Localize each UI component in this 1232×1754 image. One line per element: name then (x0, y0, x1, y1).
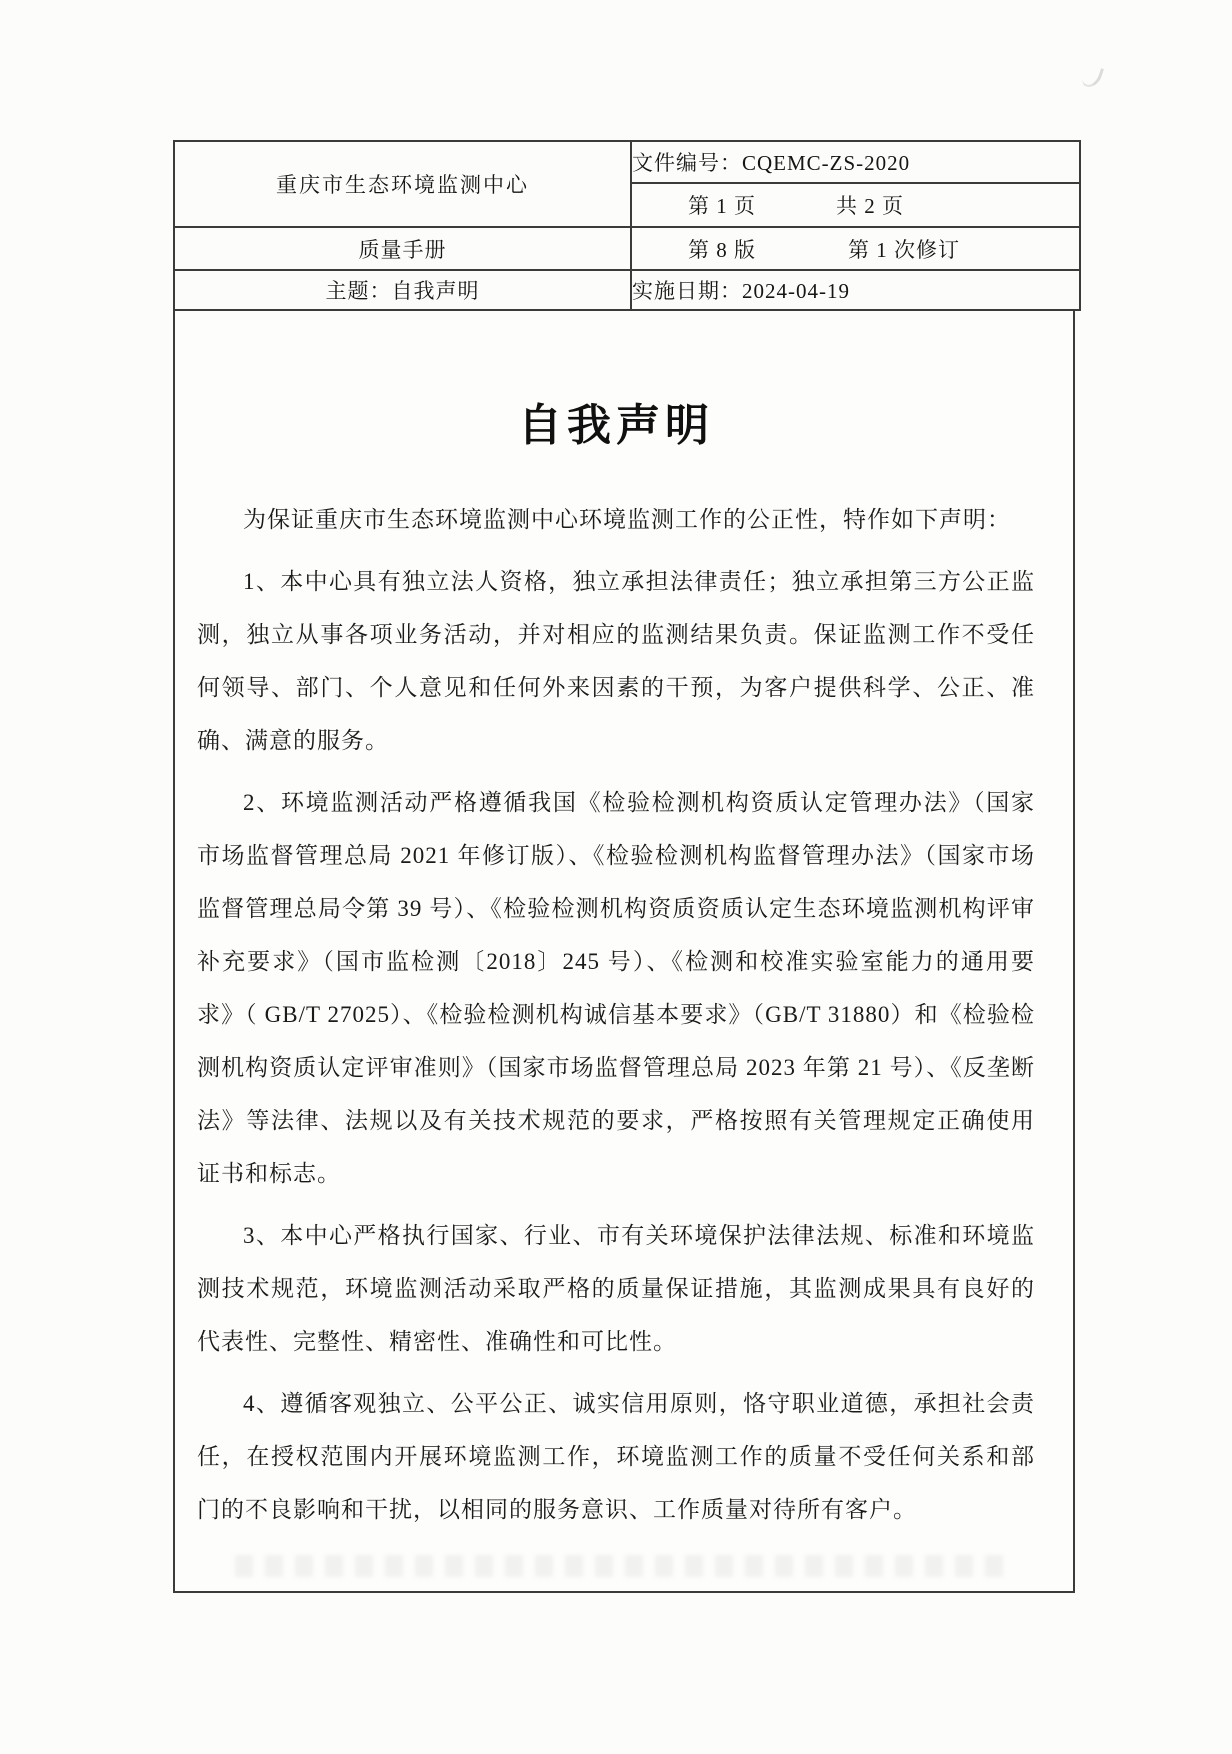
declaration-item-3: 3、本中心严格执行国家、行业、市有关环境保护法律法规、标准和环境监测技术规范，环境监测活动采取严格的质量保证措施，其监测成果具有良好的代表性、完整性、精密性、准确性和可比性。 (197, 1223, 1035, 1354)
declaration-item-4: 4、遵循客观独立、公平公正、诚实信用原则，恪守职业道德，承担社会责任，在授权范围内开展环境监测工作，环境监测工作的质量不受任何关系和部门的不良影响和干扰，以相同的服务意识、工作质量对待所有客户。 (197, 1391, 1035, 1522)
intro-paragraph: 为保证重庆市生态环境监测中心环境监测工作的公正性，特作如下声明： (243, 507, 1011, 532)
document-body (173, 311, 1075, 1593)
doc-number: 文件编号：CQEMC-ZS-2020 (631, 141, 1080, 183)
revision: 第 1 次修订 (848, 237, 960, 262)
declaration-item-2: 2、环境监测活动严格遵循我国《检验检测机构资质认定管理办法》（国家市场监督管理总局 2021 年修订版）、《检验检测机构监督管理办法》（国家市场监督管理总局令第 39 号）、《检验检测机构资质资质认定生态环境监测机构评审补充要求》（国市监检测〔2018〕245 号）、《检测和校准实验室能力的通用要求》（ GB/T 27025）、《检验检测机构诚信基本要求》（GB/T 31880）和《检验检测机构资质认定评审准则》（国家市场监督管理总局 2023 年第 21 号）、《反垄断法》等法律、法规以及有关技术规范的要求，严格按照有关管理规定正确使用证书和标志。 (197, 790, 1035, 1186)
declaration-item-1: 1、本中心具有独立法人资格，独立承担法律责任；独立承担第三方公正监测，独立从事各项业务活动，并对相应的监测结果负责。保证监测工作不受任何领导、部门、个人意见和任何外来因素的干预，为客户提供科学、公正、准确、满意的服务。 (197, 569, 1035, 753)
page-current: 第 1 页 (688, 194, 756, 218)
implementation-date: 实施日期：2024-04-19 (631, 270, 1080, 310)
manual-title: 质量手册 (174, 227, 631, 270)
edition: 第 8 版 (688, 237, 756, 262)
subject: 主题：自我声明 (174, 270, 631, 310)
page-info-cell (632, 190, 1079, 220)
page-total: 共 2 页 (836, 194, 904, 218)
document-header-table (173, 140, 1081, 311)
scan-ghosting-artifact (235, 1555, 1015, 1577)
scan-artifact (1081, 64, 1104, 90)
edition-cell (632, 234, 1079, 264)
org-name: 重庆市生态环境监测中心 (174, 141, 631, 227)
page-title: 自我声明 (518, 401, 714, 450)
quality-manual-sheet (173, 140, 1075, 1593)
